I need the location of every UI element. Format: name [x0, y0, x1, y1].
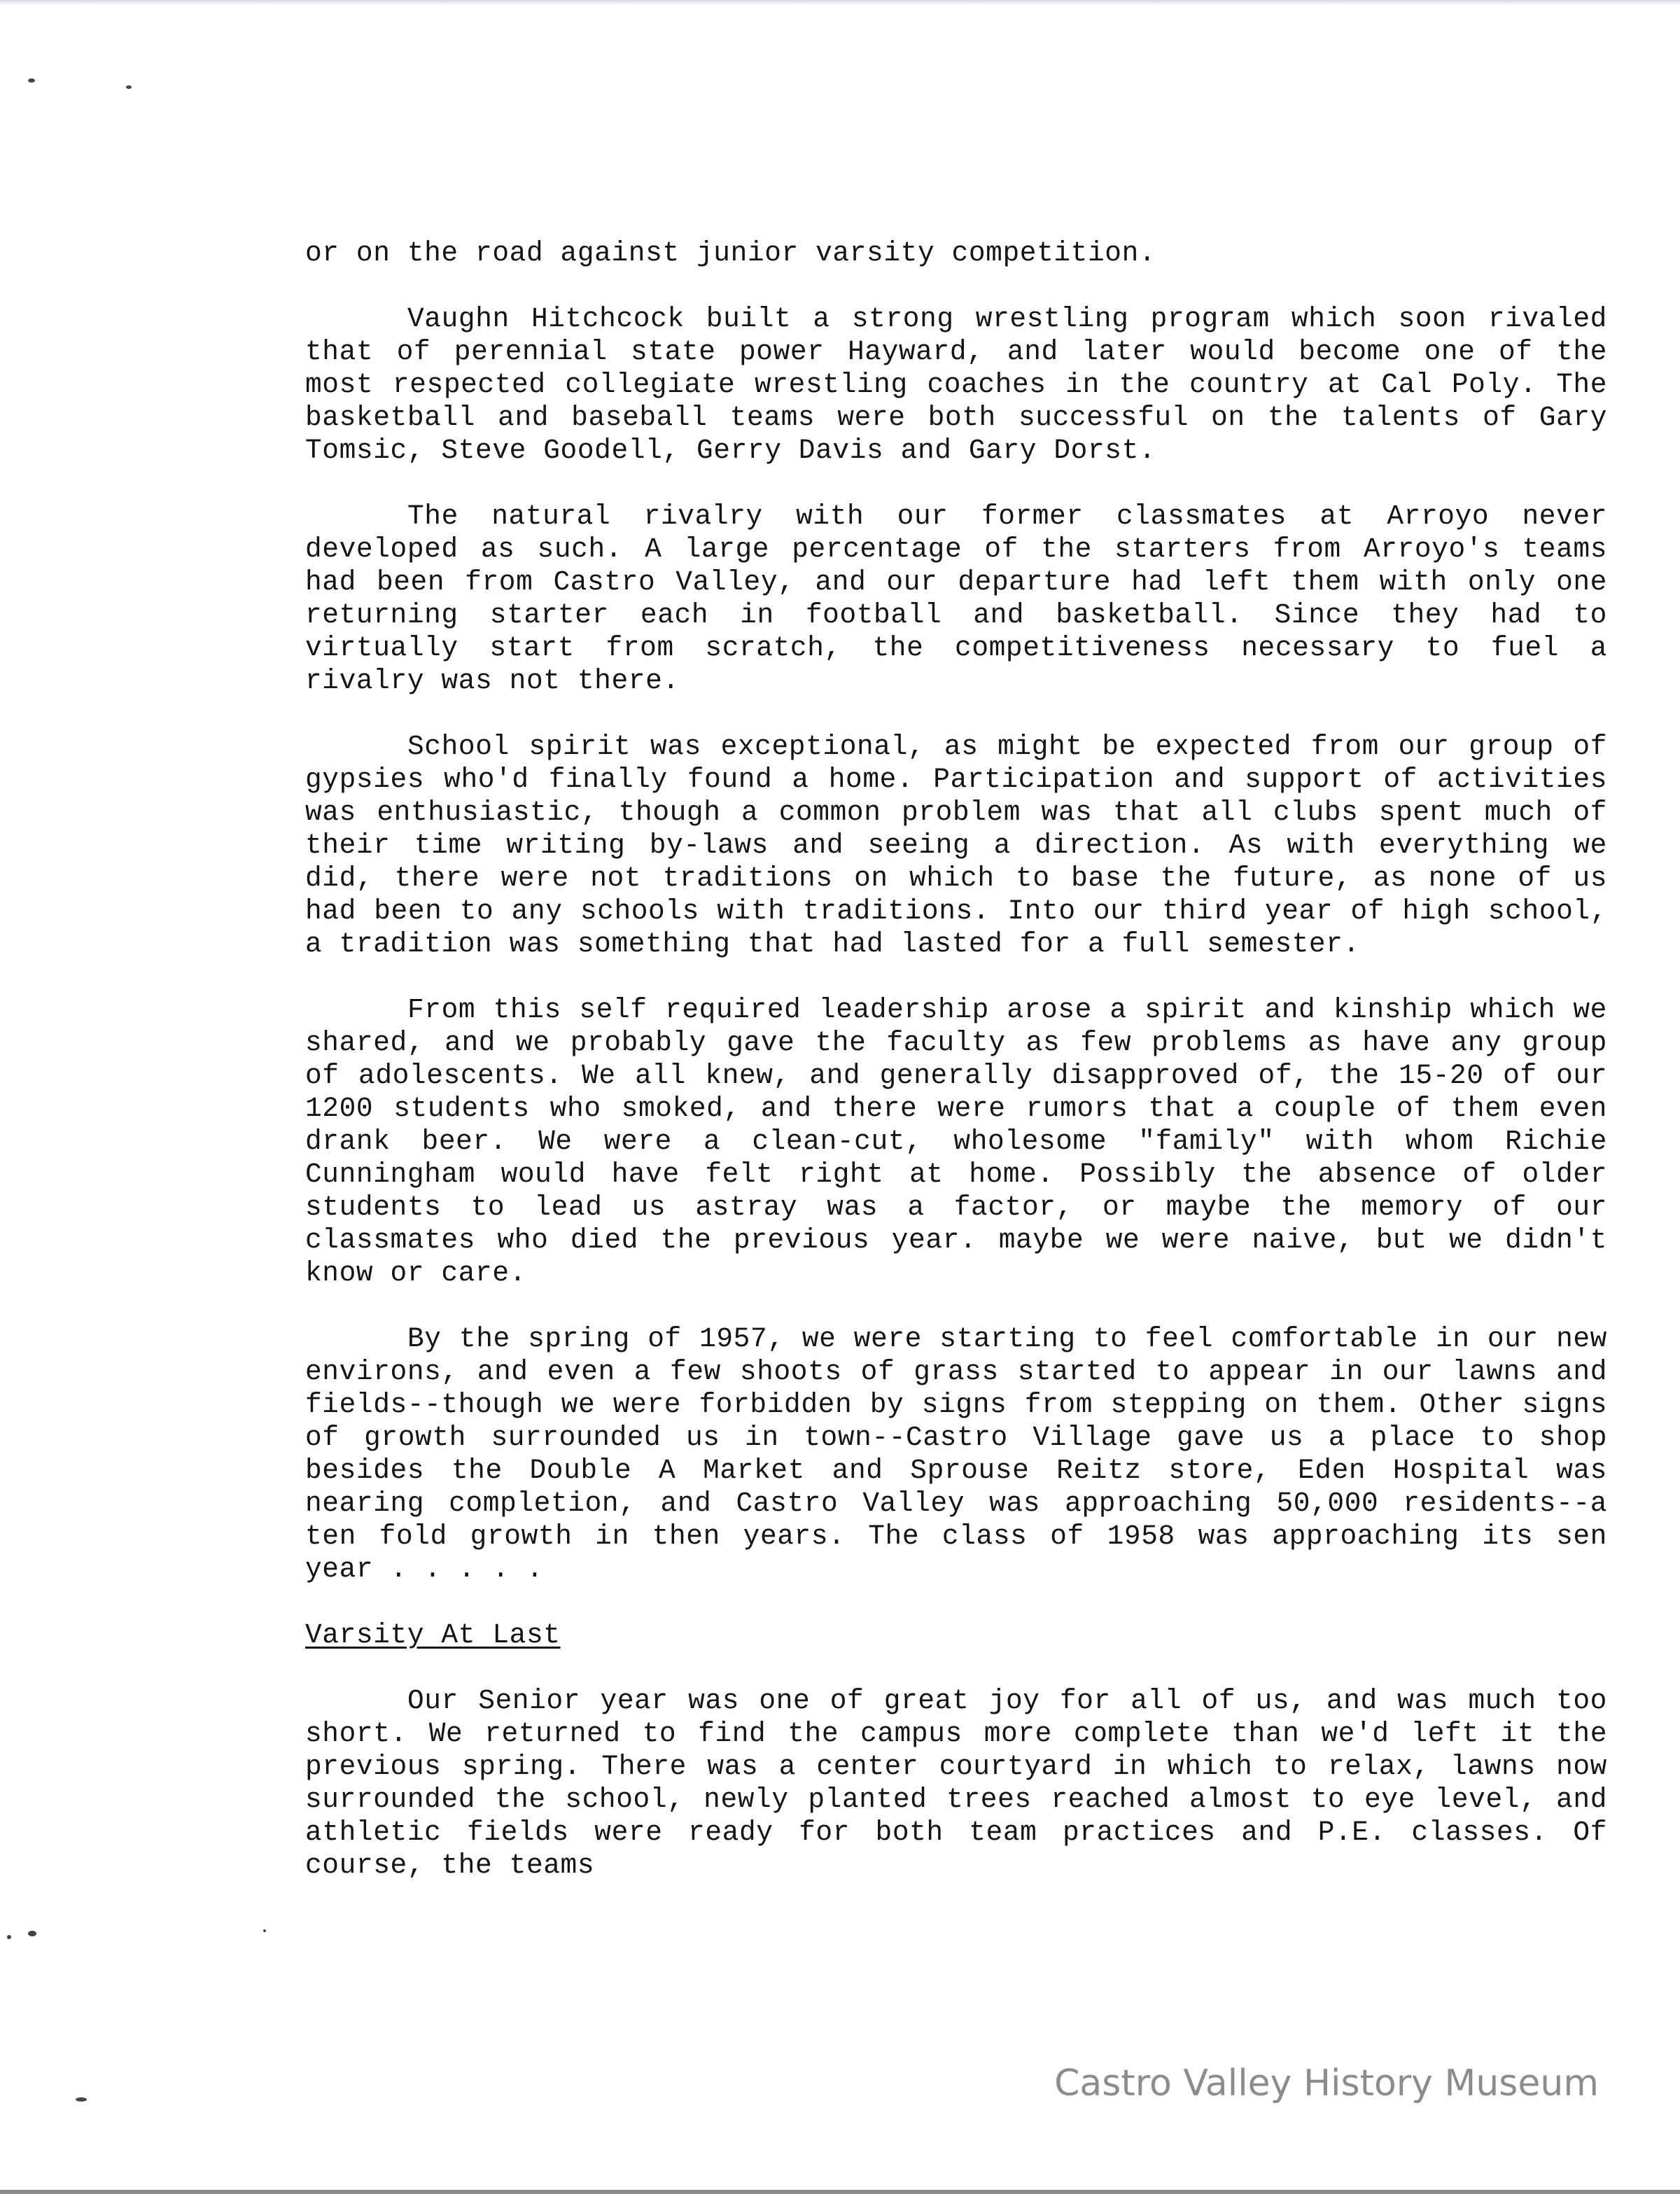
- scan-speck: [126, 85, 132, 89]
- scan-speck: [7, 1935, 11, 1939]
- paragraph-wrestling: Vaughn Hitchcock built a strong wrestling program which soon rivaled that of perennial state power Hayward, and later would become one of the most respected collegiate wrestling coaches in the country at Cal Poly. The basketball and baseball teams were both successful on the talents of Gary Tomsic, Steve Goodell, Gerry Davis and Gary Dorst.: [305, 303, 1607, 466]
- paragraph-rivalry: The natural rivalry with our former classmates at Arroyo never developed as such. A large percentage of the starters from Arroyo's teams had been from Castro Valley, and our departure had left them with only one returning starter each in football and basketball. Since they had to virtually start from scratch, the competitiveness necessary to fuel a rivalry was not there.: [305, 501, 1607, 697]
- scan-top-edge: [0, 0, 1680, 6]
- paragraph-continued: or on the road against junior varsity competition.: [305, 237, 1156, 269]
- section-heading: Varsity At Last: [305, 1619, 561, 1651]
- paragraph-school-spirit: School spirit was exceptional, as might be expected from our group of gypsies who'd finally found a home. Participation and support of activities was enthusiastic, though a common problem was that all clubs spent much of their time writing by-laws and seeing a direction. As with everything we did, there were not traditions on which to base the future, as none of us had been to any schools with traditions. Into our third year of high school, a tradition was something that had lasted for a full semester.: [305, 731, 1607, 960]
- paragraph-spring-1957: By the spring of 1957, we were starting to feel comfortable in our new environs, and even a few shoots of grass started to appear in our lawns and fields--though we were forbidden by signs from stepping on them. Other signs of growth surrounded us in town--Castro Village gave us a place to shop besides the Double A Market and Sprouse Reitz store, Eden Hospital was nearing completion, and Castro Valley was approaching 50,000 residents--a ten fold growth in then years. The class of 1958 was approaching its sen year . . . . .: [305, 1323, 1607, 1585]
- paragraph-senior-year: Our Senior year was one of great joy for all of us, and was much too short. We returned to find the campus more complete than we'd left it the previous spring. There was a center courtyard in which to relax, lawns now surrounded the school, newly planted trees reached almost to eye level, and athletic fields were ready for both team practices and P.E. classes. Of course, the teams: [305, 1685, 1607, 1881]
- scan-speck: [76, 2097, 87, 2102]
- paragraph-leadership: From this self required leadership arose a spirit and kinship which we shared, and we probably gave the faculty as few problems as have any group of adolescents. We all knew, and generally disapproved of, the 15-20 of our 1200 students who smoked, and there were rumors that a couple of them even drank beer. We were a clean-cut, wholesome "family" with whom Richie Cunningham would have felt right at home. Possibly the absence of older students to lead us astray was a factor, or maybe the memory of our classmates who died the previous year. maybe we were naive, but we didn't know or care.: [305, 994, 1607, 1289]
- scan-bottom-edge: [0, 2190, 1680, 2194]
- scan-speck: [28, 1931, 36, 1936]
- scan-speck: [28, 78, 35, 83]
- document-body: [305, 237, 1607, 1915]
- scan-speck: [263, 1929, 266, 1932]
- museum-watermark: Castro Valley History Museum: [1054, 2062, 1599, 2104]
